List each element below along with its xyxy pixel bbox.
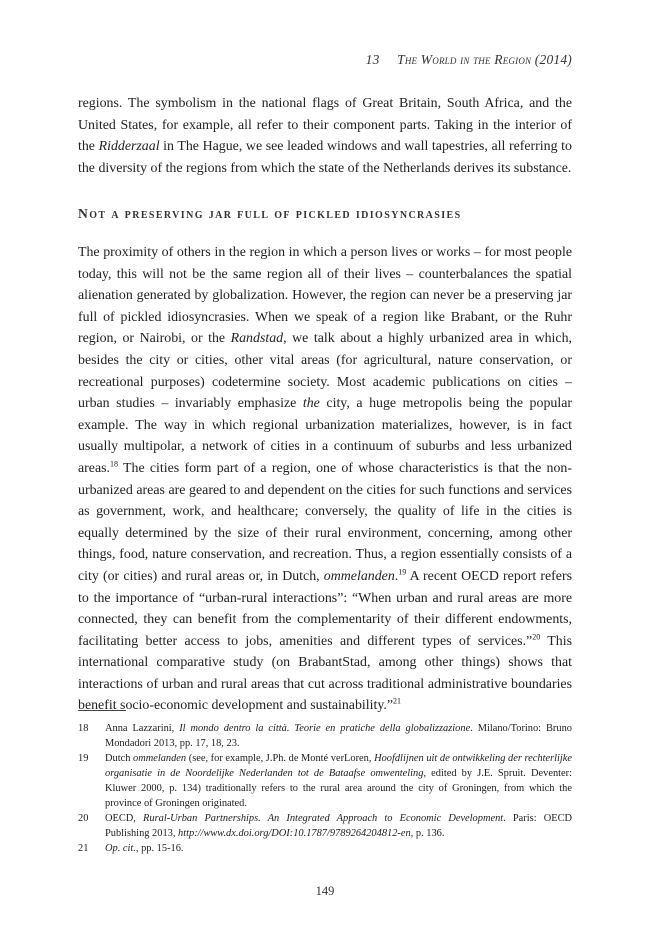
footnote-18 — [78, 721, 572, 751]
italic-term: Randstad — [230, 331, 284, 347]
text-run: regions. The symbolism in the national flags of Great Britain, South Africa, and the United States, for example, all refer to their component parts. Taking in the interior of the — [78, 96, 572, 155]
footnote-ref-18[interactable]: 18 — [110, 459, 119, 469]
italic-title: Il mondo dentro la città. Teorie en pratiche della globalizzazione — [179, 723, 471, 734]
text-run: city, a huge metropolis being the popular example. The way in which regional urbanization materializes, however, is in fact usually multipolar, a network of cities in a continuum of suburbs and less urbanized areas. — [78, 396, 572, 476]
doi-link[interactable]: http://www.dx.doi.org/DOI:10.1787/9789264204812-en — [178, 828, 411, 839]
text-run: Dutch — [105, 753, 134, 764]
footnote-20 — [78, 811, 572, 841]
text-run: (see, for example, J.Ph. de Monté verLoren, — [186, 753, 375, 764]
text-run: OECD, — [105, 813, 144, 824]
footnote-number: 19 — [78, 753, 89, 764]
footnote-number: 21 — [78, 843, 89, 854]
italic-title: Hoofdlijnen uit de ontwikkeling der rechterlijke organisatie in de Noordelijke Nederlanden tot de Bataafse omwenteling — [105, 753, 572, 779]
text-run: The proximity of others in the region in which a person lives or works – for most people today, this will not be the same region all of their lives – counterbalances the spatial alienation generated by globalization. However, the region can never be a preserving jar full of pickled idiosyncrasies. When we speak of a region like Brabant, or the Ruhr region, or Nairobi, or the — [78, 245, 572, 347]
italic-term: ommelanden — [133, 753, 187, 764]
text-run: , edited by J.E. Spruit. Deventer: Kluwer 2000, p. 134) traditionally refers to the rural area around the city of Groningen, from which the province of Groningen originated. — [105, 768, 572, 809]
text-run: , pp. 15-16. — [135, 843, 184, 854]
italic-term: Ridderzaal — [98, 139, 160, 155]
footnote-number: 18 — [78, 723, 89, 734]
text-run: in The Hague, we see leaded windows and wall tapestries, all referring to the diversity of the regions from which the state of the Netherlands derives its substance. — [78, 139, 572, 176]
footnote-ref-19[interactable]: 19 — [398, 567, 407, 577]
running-header — [366, 52, 572, 68]
footnote-ref-21[interactable]: 21 — [393, 696, 402, 706]
footnote-ref-20[interactable]: 20 — [532, 632, 541, 642]
footnote-separator — [78, 710, 126, 711]
text-run: The cities form part of a region, one of whose characteristics is that the non-urbanized areas are geared to and dependent on the cities for such functions and services as government, work, and healthcare; conversely, the quality of life in the cities is equally determined by the size of their rural environment, concerning, among other things, food, nature conservation, and recreation. Thus, a region essentially consists of a city (or cities) and rural areas or, in Dutch, — [78, 460, 572, 584]
italic-term: Op. cit. — [105, 843, 136, 854]
text-run: Anna Lazzarini, — [105, 723, 180, 734]
footnote-21 — [78, 841, 572, 856]
italic-title: Rural-Urban Partnerships. An Integrated Approach to Economic Development — [143, 813, 504, 824]
text-run: . Milano/Torino: Bruno Mondadori 2013, pp. 17, 18, 23. — [105, 723, 572, 749]
footnotes-list — [78, 721, 572, 856]
italic-term: the — [302, 396, 320, 412]
footnote-number: 20 — [78, 813, 89, 824]
text-run: This international comparative study (on BrabantStad, among other things) shows that interactions of urban and rural areas that cut across traditional administrative boundaries benefit socio-economic development and sustainability.” — [78, 633, 573, 714]
section-heading: Not a preserving jar full of pickled idiosyncrasies — [78, 206, 462, 221]
text-run: , we talk about a highly urbanized area in which, besides the city or cities, other vital areas (for agricultural, nature conservation, or recreational purposes) codetermine society. Most academic publications on cities – urban studies – invariably emphasize — [78, 331, 572, 412]
footnote-19 — [78, 751, 572, 811]
body-paragraph — [78, 93, 572, 179]
italic-term: ommelanden — [323, 568, 395, 584]
chapter-title: The World in the Region (2014) — [397, 52, 572, 67]
text-run: . — [394, 568, 399, 584]
page-number: 149 — [315, 884, 335, 898]
chapter-number: 13 — [365, 52, 380, 67]
text-run: A recent OECD report refers to the importance of “urban-rural interactions”: “When urban and rural areas are more connected, they can benefit from the complementarity of their different endowments, facilitating better access to jobs, amenities and different types of services.” — [78, 568, 572, 649]
text-run: . Paris: OECD Publishing 2013, — [105, 813, 573, 839]
body-paragraph — [78, 242, 572, 717]
text-run: , p. 136. — [410, 828, 445, 839]
